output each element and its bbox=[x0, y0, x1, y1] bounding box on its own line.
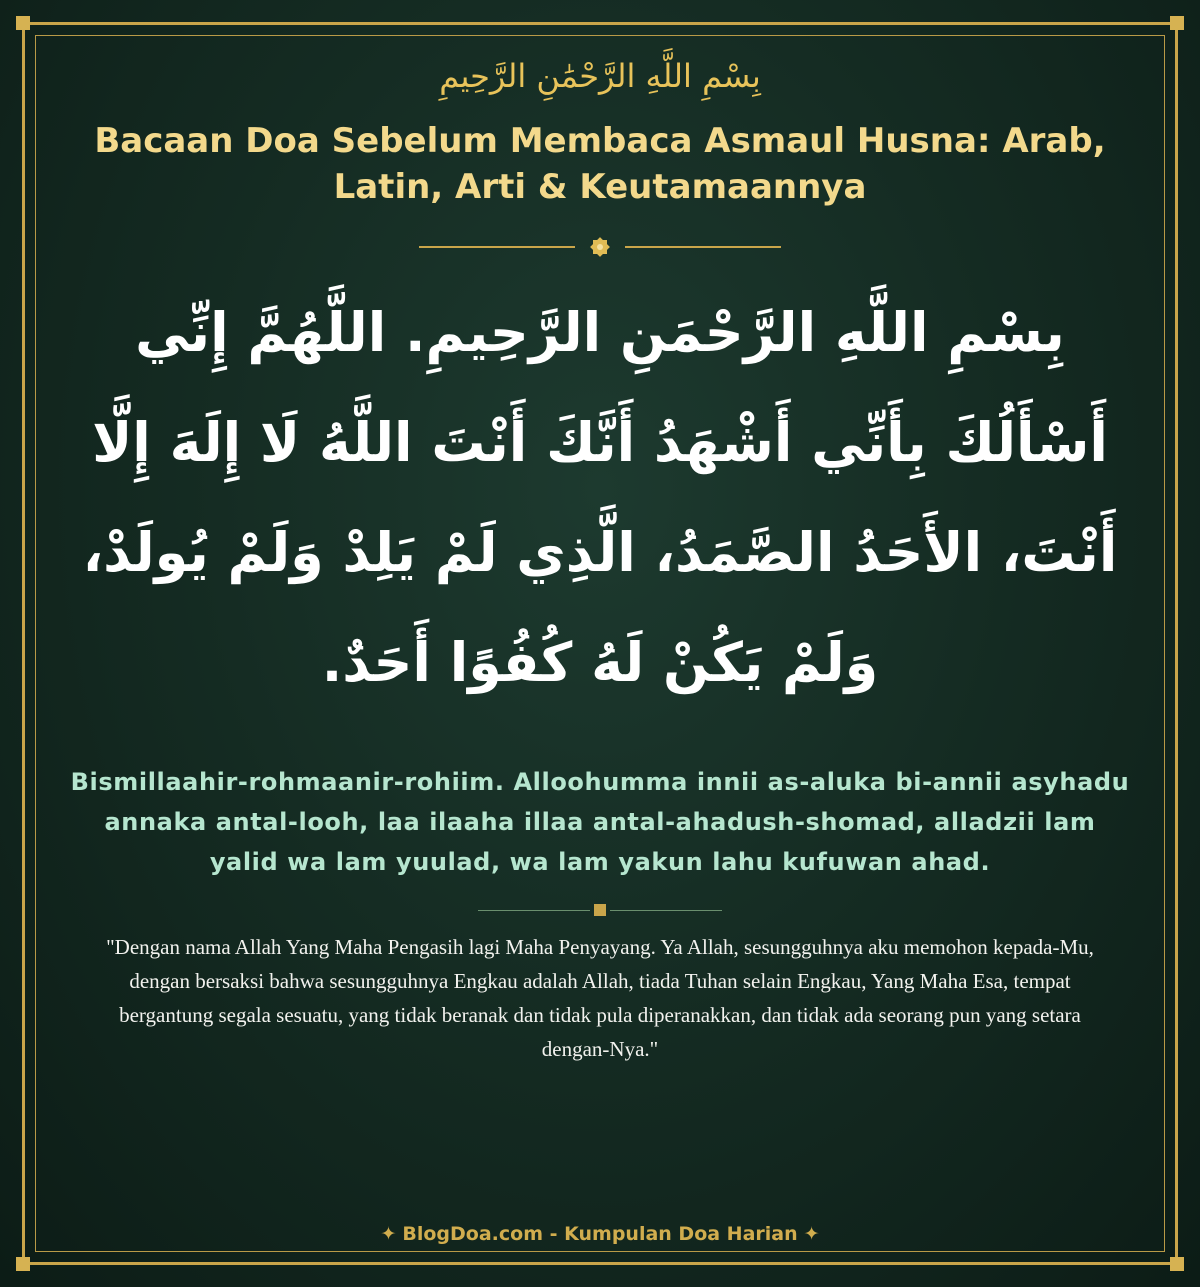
corner-ornament-top-right bbox=[1170, 16, 1184, 30]
diamond-icon bbox=[594, 904, 606, 916]
divider-line-right bbox=[610, 910, 722, 911]
footer-credit bbox=[0, 1220, 1200, 1248]
corner-ornament-bottom-left bbox=[16, 1257, 30, 1271]
ornamental-divider bbox=[0, 234, 1200, 260]
page-title: Bacaan Doa Sebelum Membaca Asmaul Husna: Arab, Latin, Arti & Keutamaannya bbox=[94, 121, 1106, 207]
doa-arabic-text: بِسْمِ اللَّهِ الرَّحْمَنِ الرَّحِيمِ. اللَّهُمَّ إِنِّي أَسْأَلُكَ بِأَنِّي أَشْهَدُ أَنَّكَ أَنْتَ اللَّهُ لَا إِلَهَ إِلَّا أَنْتَ، الأَحَدُ الصَّمَدُ، الَّذِي لَمْ يَلِدْ وَلَمْ يُولَدْ، وَلَمْ يَكُنْ لَهُ كُفُوًا أَحَدٌ. bbox=[82, 301, 1118, 694]
sparkle-icon: ✦ bbox=[380, 1223, 397, 1245]
doa-translation: "Dengan nama Allah Yang Maha Pengasih lagi Maha Penyayang. Ya Allah, sesungguhnya aku memohon kepada-Mu, dengan bersaksi bahwa sesungguhnya Engkau adalah Allah, tiada Tuhan selain Engkau, Yang Maha Esa, tempat bergantung segala sesuatu, yang tidak beranak dan tidak pula diperanakkan, dan tidak ada seorang pun yang setara dengan-Nya." bbox=[106, 935, 1094, 1061]
basmala-heading: بِسْمِ اللَّهِ الرَّحْمَٰنِ الرَّحِيمِ bbox=[439, 57, 761, 95]
doa-latin-transliteration: Bismillaahir-rohmaanir-rohiim. Alloohumma innii as-aluka bi-annii asyhadu annaka antal-looh, laa ilaaha illaa antal-ahadush-shomad, alladzii lam yalid wa lam yuulad, wa lam yakun lahu kufuwan ahad. bbox=[70, 768, 1130, 876]
divider-line-left bbox=[419, 246, 575, 248]
section-divider bbox=[0, 900, 1200, 920]
corner-ornament-top-left bbox=[16, 16, 30, 30]
eight-point-star-icon bbox=[587, 234, 613, 260]
corner-ornament-bottom-right bbox=[1170, 1257, 1184, 1271]
footer-text: BlogDoa.com - Kumpulan Doa Harian bbox=[402, 1223, 798, 1245]
divider-line-right bbox=[625, 246, 781, 248]
sparkle-icon: ✦ bbox=[803, 1223, 820, 1245]
divider-line-left bbox=[478, 910, 590, 911]
